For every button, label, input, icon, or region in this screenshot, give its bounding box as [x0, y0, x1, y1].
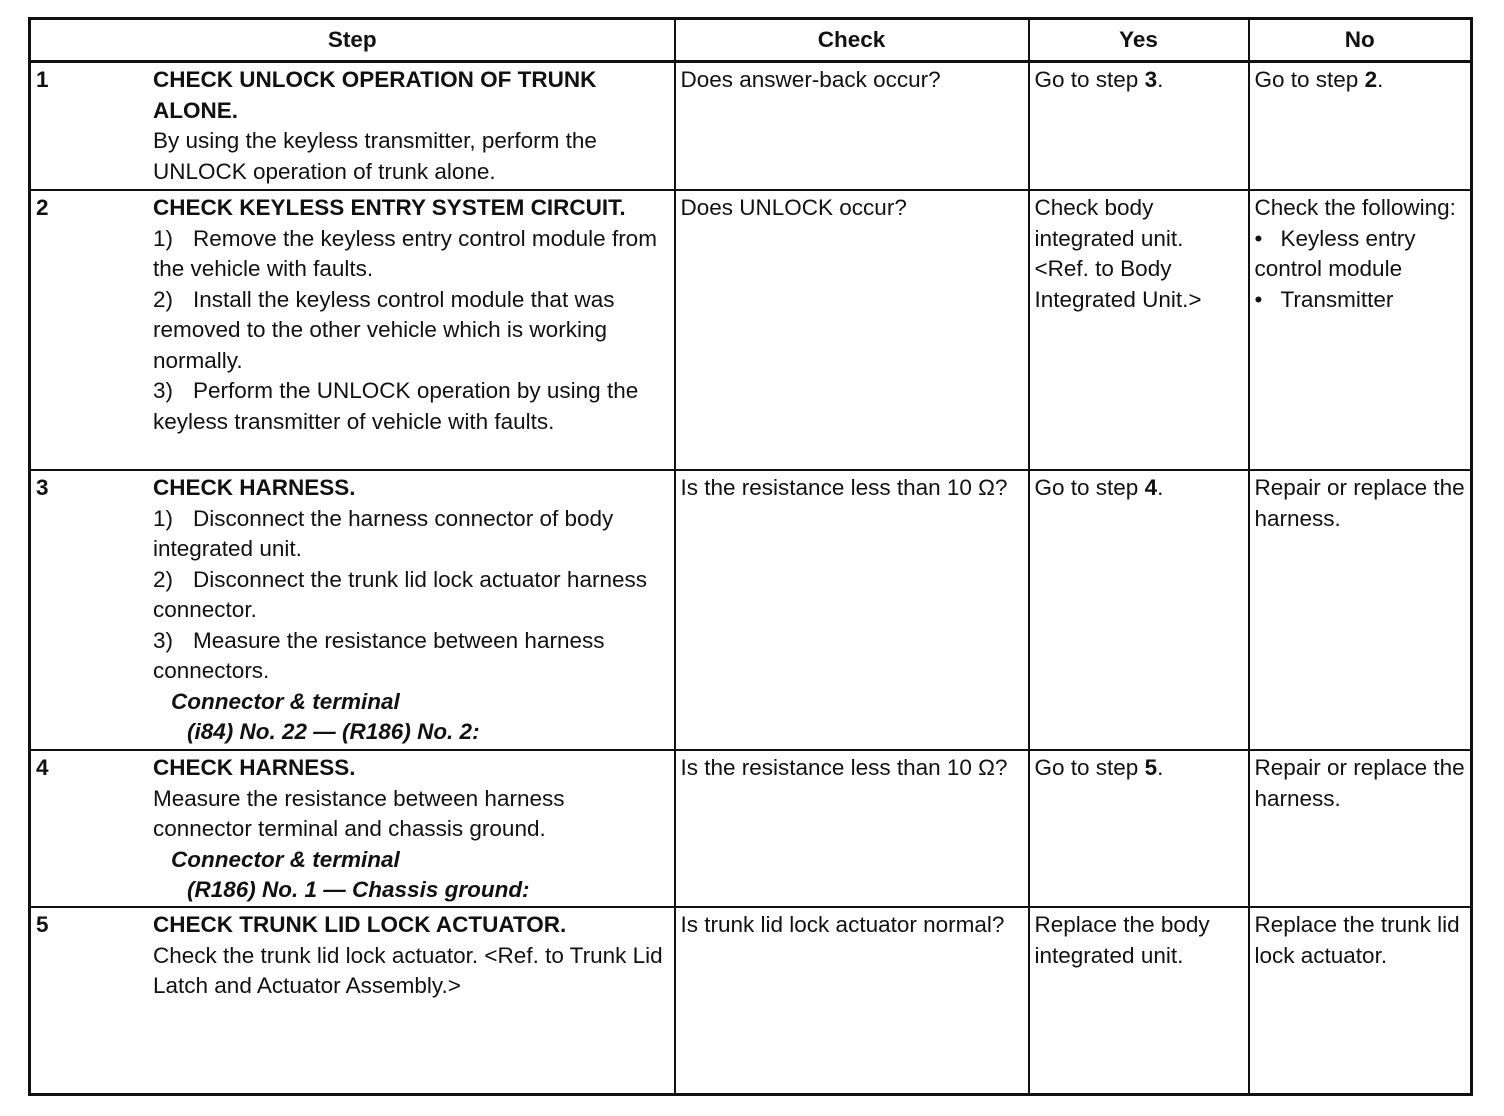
header-no: No: [1249, 19, 1472, 62]
step-item: [153, 565, 664, 626]
bullet-text: Transmitter: [1280, 286, 1394, 312]
table-row: [30, 750, 1472, 907]
yes-text: Check body integrated unit. <Ref. to Body Integrated Unit.>: [1034, 195, 1202, 312]
yes-step-ref: 4: [1144, 475, 1158, 500]
yes-text: [1035, 63, 1244, 96]
no-intro: Check the following:: [1254, 195, 1456, 220]
yes-text: [1035, 471, 1244, 504]
table-row: [30, 62, 1472, 191]
no-text: Replace the trunk lid lock actuator.: [1254, 912, 1460, 968]
header-yes: Yes: [1029, 19, 1249, 62]
yes-cell: [1029, 470, 1249, 750]
no-cell: [1249, 470, 1472, 750]
step-description: Measure the resistance between harness connector terminal and chassis ground.: [153, 785, 565, 841]
connector-label: Connector & terminal: [171, 688, 400, 714]
no-cell: [1249, 190, 1472, 470]
check-text: Does answer-back occur?: [680, 67, 941, 92]
no-bullet: [1255, 224, 1467, 285]
yes-suffix: .: [1157, 67, 1164, 92]
header-step: Step: [30, 19, 675, 62]
yes-cell: [1029, 750, 1249, 907]
no-prefix: Go to step: [1254, 67, 1365, 92]
item-number: 2): [153, 286, 174, 312]
check-text: Is trunk lid lock actuator normal?: [680, 912, 1005, 937]
no-cell: [1249, 750, 1472, 907]
step-title: CHECK TRUNK LID LOCK ACTUATOR.: [153, 912, 567, 937]
item-number: 1): [153, 505, 174, 531]
yes-prefix: Go to step: [1034, 755, 1145, 780]
step-item: [153, 224, 664, 285]
step-number: 1: [36, 67, 49, 92]
check-cell: [675, 470, 1029, 750]
step-item: [153, 376, 664, 437]
step-title: CHECK HARNESS.: [153, 475, 356, 500]
yes-cell: [1029, 190, 1249, 470]
bullet-text: Keyless entry control module: [1254, 225, 1416, 281]
header-check: Check: [675, 19, 1029, 62]
step-cell: [30, 190, 675, 470]
step-cell: [30, 470, 675, 750]
step-item: [153, 504, 664, 565]
check-cell: [675, 750, 1029, 907]
item-number: 2): [153, 566, 174, 592]
step-title: CHECK HARNESS.: [153, 755, 356, 780]
item-number: 3): [153, 627, 174, 653]
check-cell: [675, 907, 1029, 1095]
item-text: Perform the UNLOCK operation by using the keyless transmitter of vehicle with faults.: [153, 378, 639, 434]
yes-suffix: .: [1157, 475, 1164, 500]
item-text: Disconnect the harness connector of body integrated unit.: [153, 505, 614, 561]
step-item: [153, 626, 664, 687]
yes-cell: [1029, 907, 1249, 1095]
item-text: Measure the resistance between harness connectors.: [153, 627, 605, 683]
check-text: Is the resistance less than 10 Ω?: [680, 755, 1008, 780]
step-title: CHECK KEYLESS ENTRY SYSTEM CIRCUIT.: [153, 195, 626, 220]
step-description: By using the keyless transmitter, perform the UNLOCK operation of trunk alone.: [153, 128, 597, 184]
no-text: [1255, 63, 1467, 96]
yes-step-ref: 3: [1144, 67, 1158, 92]
connector-label: Connector & terminal: [171, 846, 400, 872]
item-text: Disconnect the trunk lid lock actuator harness connector.: [153, 566, 647, 622]
step-number: 4: [36, 755, 49, 780]
item-text: Remove the keyless entry control module from the vehicle with faults.: [153, 225, 657, 281]
connector-value: (R186) No. 1 — Chassis ground:: [187, 877, 530, 902]
yes-text: [1035, 751, 1244, 784]
step-cell: [30, 750, 675, 907]
check-cell: [675, 190, 1029, 470]
bullet-dot: •: [1254, 225, 1263, 251]
no-text: Repair or replace the harness.: [1254, 755, 1465, 811]
check-text: Is the resistance less than 10 Ω?: [680, 475, 1008, 500]
yes-cell: [1029, 62, 1249, 191]
step-description: Check the trunk lid lock actuator. <Ref. to Trunk Lid Latch and Actuator Assembly.>: [153, 942, 663, 998]
table-row: [30, 907, 1472, 1095]
bullet-dot: •: [1254, 286, 1263, 312]
check-cell: [675, 62, 1029, 191]
yes-prefix: Go to step: [1034, 475, 1145, 500]
no-cell: [1249, 62, 1472, 191]
no-bullet: [1255, 285, 1467, 316]
yes-prefix: Go to step: [1034, 67, 1145, 92]
table-row: [30, 190, 1472, 470]
step-title: CHECK UNLOCK OPERATION OF TRUNK ALONE.: [153, 67, 597, 123]
connector-value: (i84) No. 22 — (R186) No. 2:: [187, 719, 480, 744]
step-number: 5: [36, 912, 49, 937]
no-cell: [1249, 907, 1472, 1095]
no-suffix: .: [1377, 67, 1384, 92]
table-row: [30, 470, 1472, 750]
table-header-row: [30, 19, 1472, 62]
step-cell: [30, 62, 675, 191]
yes-text: Replace the body integrated unit.: [1034, 912, 1210, 968]
item-number: 1): [153, 225, 174, 251]
item-text: Install the keyless control module that was removed to the other vehicle which is working normally.: [153, 286, 615, 373]
yes-step-ref: 5: [1144, 755, 1158, 780]
yes-suffix: .: [1157, 755, 1164, 780]
step-item: [153, 285, 664, 377]
no-text: Repair or replace the harness.: [1254, 475, 1465, 531]
diagnostic-table: [28, 17, 1473, 1096]
check-text: Does UNLOCK occur?: [680, 195, 907, 220]
step-number: 3: [36, 475, 49, 500]
step-cell: [30, 907, 675, 1095]
step-number: 2: [36, 195, 49, 220]
item-number: 3): [153, 378, 174, 403]
no-step-ref: 2: [1364, 67, 1378, 92]
